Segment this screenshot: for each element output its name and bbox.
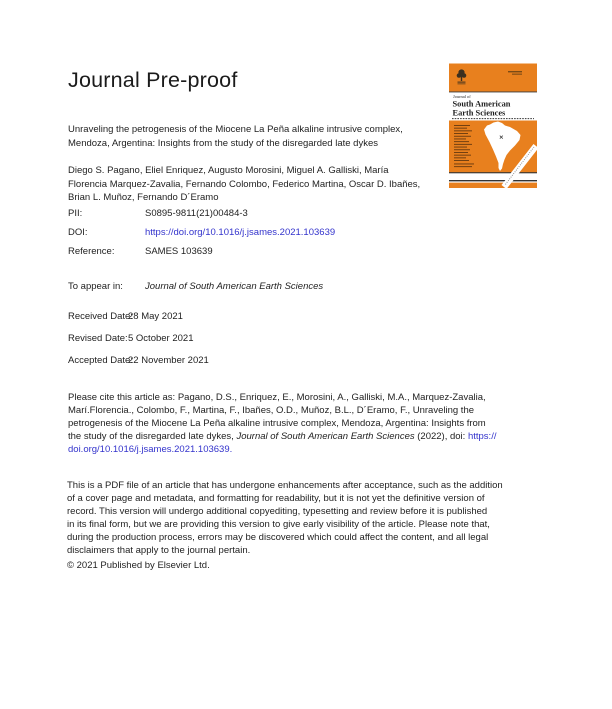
reference-value: SAMES 103639 — [145, 246, 213, 257]
reference-label: Reference: — [68, 246, 115, 257]
meta-row-received-date — [68, 311, 183, 324]
cover-journal-prefix: Journal of — [453, 94, 471, 99]
text-line: Please cite this article as: Pagano, D.S., Enriquez, E., Morosini, A., Galliski, M.A., Marquez-Zavalia, — [68, 392, 486, 403]
text-line: record. This version will undergo additional copyediting, typesetting and review before it is published — [67, 506, 488, 517]
cover-journal-name-line2: Earth Sciences — [452, 108, 506, 118]
copyright-line: © 2021 Published by Elsevier Ltd. — [67, 560, 210, 571]
meta-row-pii — [68, 208, 248, 221]
revised-date-label: Revised Date: — [68, 333, 128, 344]
accepted-date-value: 22 November 2021 — [128, 355, 209, 366]
received-date-value: 28 May 2021 — [128, 311, 183, 322]
received-date-label: Received Date: — [68, 311, 133, 322]
text-line: This is a PDF file of an article that has undergone enhancements after acceptance, such as the addition — [67, 480, 503, 491]
citation-paragraph — [68, 391, 568, 456]
text-line: Unraveling the petrogenesis of the Miocene La Peña alkaline intrusive complex, — [68, 124, 403, 135]
meta-row-revised-date — [68, 333, 194, 346]
cover-journal-name-line1: South American — [452, 99, 511, 109]
text-line: petrogenesis of the Miocene La Peña alkaline intrusive complex, Mendoza, Argentina: Insights from — [68, 418, 486, 429]
to-appear-in-label: To appear in: — [68, 281, 123, 292]
article-title — [68, 123, 468, 150]
cover-rule-top — [449, 92, 537, 93]
text-line — [68, 443, 568, 456]
text-line: Marí.Florencia., Colombo, F., Martina, F., Ibañes, O.D., Muñoz, B.L., D´Eramo, F., Unraveling the — [68, 405, 475, 416]
text-line: disclaimers that apply to the journal pertain. — [67, 545, 251, 556]
meta-row-accepted-date — [68, 355, 209, 368]
text-line: the study of the disregarded late dykes, Journal of South American Earth Sciences (2022), doi: https:// — [68, 431, 497, 442]
citation-doi-link-part2[interactable]: doi.org/10.1016/j.jsames.2021.103639. — [68, 444, 233, 455]
accepted-date-label: Accepted Date: — [68, 355, 133, 366]
text-line: Mendoza, Argentina: Insights from the study of the disregarded late dykes — [68, 137, 378, 149]
text-line: of a cover page and metadata, and formatting for readability, but it is not yet the definitive version of — [67, 493, 485, 504]
meta-row-to-appear-in — [68, 281, 324, 294]
doi-link[interactable]: https://doi.org/10.1016/j.jsames.2021.103639 — [145, 227, 336, 238]
pii-label: PII: — [68, 208, 83, 219]
text-line: Brian L. Muñoz, Fernando D´Eramo — [68, 192, 219, 203]
meta-row-doi — [68, 227, 336, 240]
to-appear-in-value: Journal of South American Earth Sciences — [145, 281, 324, 292]
text-line: during the production process, errors may be discovered which could affect the content, and all legal — [67, 532, 489, 543]
disclaimer-paragraph — [67, 479, 567, 557]
text-line: in its final form, but we are providing this version to give early visibility of the article. Please note that, — [67, 519, 490, 530]
pii-value: S0895-9811(21)00484-3 — [145, 208, 248, 219]
meta-row-reference — [68, 246, 213, 259]
revised-date-value: 5 October 2021 — [128, 333, 194, 344]
page-title: Journal Pre-proof — [68, 68, 238, 92]
citation-doi-link-part1[interactable]: https:// — [467, 431, 497, 442]
doi-label: DOI: — [68, 227, 88, 238]
text-line: Florencia Marquez-Zavalia, Fernando Colombo, Federico Martina, Oscar D. Ibañes, — [68, 178, 421, 190]
cover-header-band — [449, 64, 537, 92]
article-authors — [68, 164, 488, 205]
text-line: Diego S. Pagano, Eliel Enriquez, Augusto Morosini, Miguel A. Galliski, María — [68, 165, 389, 176]
